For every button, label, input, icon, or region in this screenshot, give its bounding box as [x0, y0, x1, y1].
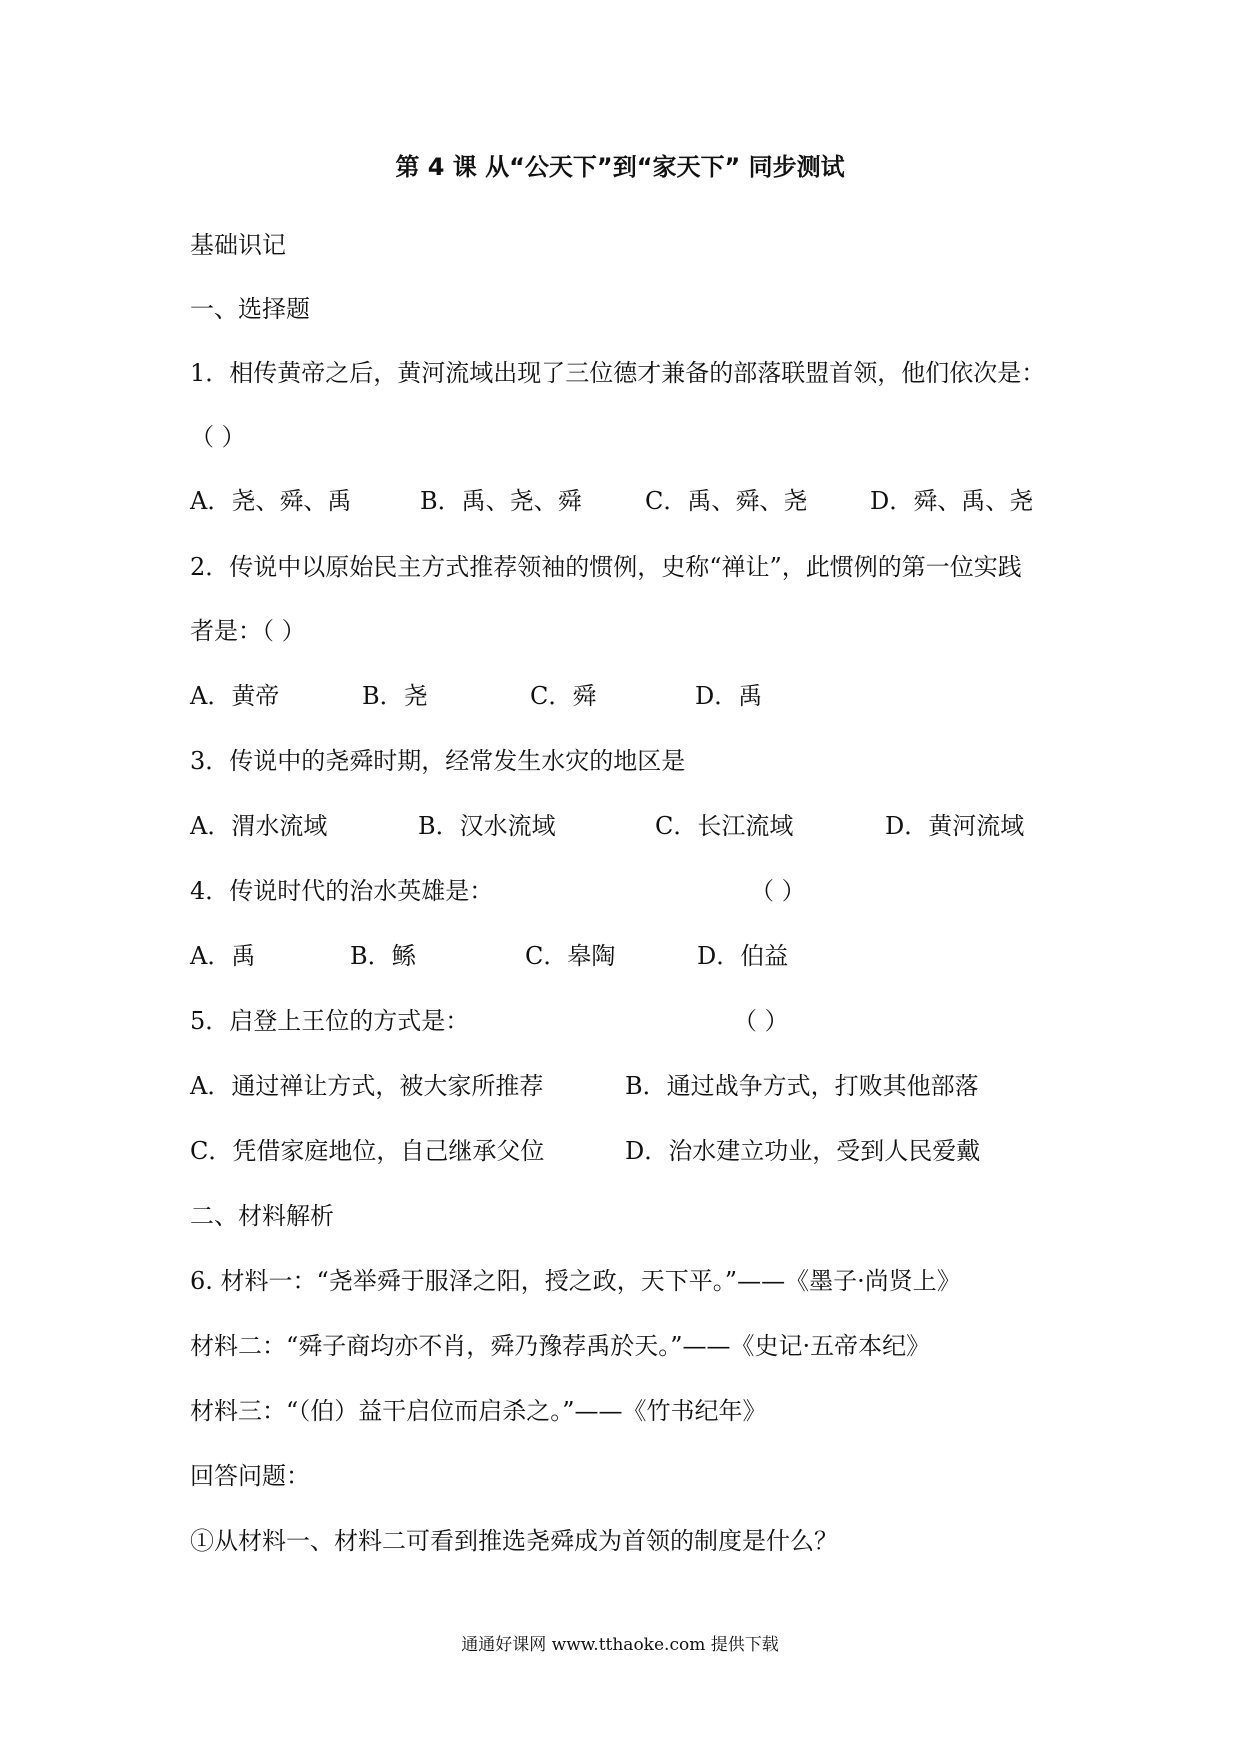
- footer-credit: 通通好课网 www.tthaoke.com 提供下载: [461, 1635, 779, 1655]
- q5-stem: 5．启登上王位的方式是：: [190, 1007, 470, 1035]
- q5-option-d: D．治水建立功业，受到人民爱戴: [625, 1137, 981, 1165]
- q3-option-d: D．黄河流域: [885, 812, 1025, 840]
- q4-option-a: A．禹: [190, 942, 256, 970]
- q2-option-d: D．禹: [695, 682, 763, 710]
- q5-option-c: C．凭借家庭地位，自己继承父位: [190, 1137, 545, 1165]
- q4-option-c: C．皋陶: [525, 942, 616, 970]
- q2-stem-cont: 者是：（ ）: [190, 617, 306, 645]
- q1-bracket: （ ）: [190, 423, 246, 451]
- q6-answer-prompt: 回答问题：: [190, 1462, 310, 1490]
- q5-option-a: A．通过禅让方式，被大家所推荐: [190, 1072, 544, 1100]
- q6-material-2: 材料二：“舜子商均亦不肖，舜乃豫荐禹於天。”——《史记·五帝本纪》: [190, 1332, 931, 1360]
- q4-stem: 4．传说时代的治水英雄是：: [190, 877, 494, 905]
- q3-option-c: C．长江流域: [655, 812, 794, 840]
- q1-option-d: D．舜、禹、尧: [870, 487, 1034, 515]
- q2-stem: 2．传说中以原始民主方式推荐领袖的惯例，史称“禅让”，此惯例的第一位实践: [190, 553, 1022, 581]
- q1-option-a: A．尧、舜、禹: [190, 487, 352, 515]
- q2-option-a: A．黄帝: [190, 682, 280, 710]
- q6-material-1: 6. 材料一：“尧举舜于服泽之阳，授之政，天下平。”——《墨子·尚贤上》: [190, 1267, 961, 1295]
- q1-stem: 1．相传黄帝之后，黄河流域出现了三位德才兼备的部落联盟首领，他们依次是：: [190, 359, 1046, 387]
- q4-option-b: B．鲧: [350, 942, 416, 970]
- q3-option-a: A．渭水流域: [190, 812, 328, 840]
- q6-material-3: 材料三：“（伯）益干启位而启杀之。”——《竹书纪年》: [190, 1397, 767, 1425]
- section-choice: 一、选择题: [190, 295, 310, 323]
- q5-bracket: （ ）: [733, 1007, 789, 1035]
- q4-bracket: （ ）: [750, 877, 806, 905]
- q2-option-c: C．舜: [530, 682, 597, 710]
- q1-option-b: B．禹、尧、舜: [420, 487, 582, 515]
- q3-stem: 3．传说中的尧舜时期，经常发生水灾的地区是: [190, 747, 686, 775]
- q2-option-b: B．尧: [362, 682, 428, 710]
- q6-sub-question-1: ①从材料一、材料二可看到推选尧舜成为首领的制度是什么？: [190, 1527, 838, 1555]
- q3-option-b: B．汉水流域: [418, 812, 556, 840]
- page-title: 第 4 课 从“公天下”到“家天下” 同步测试: [395, 153, 845, 181]
- q1-option-c: C．禹、舜、尧: [645, 487, 808, 515]
- q5-option-b: B．通过战争方式，打败其他部落: [625, 1072, 979, 1100]
- q4-option-d: D．伯益: [697, 942, 789, 970]
- section-material: 二、材料解析: [190, 1202, 334, 1230]
- section-basic: 基础识记: [190, 231, 286, 259]
